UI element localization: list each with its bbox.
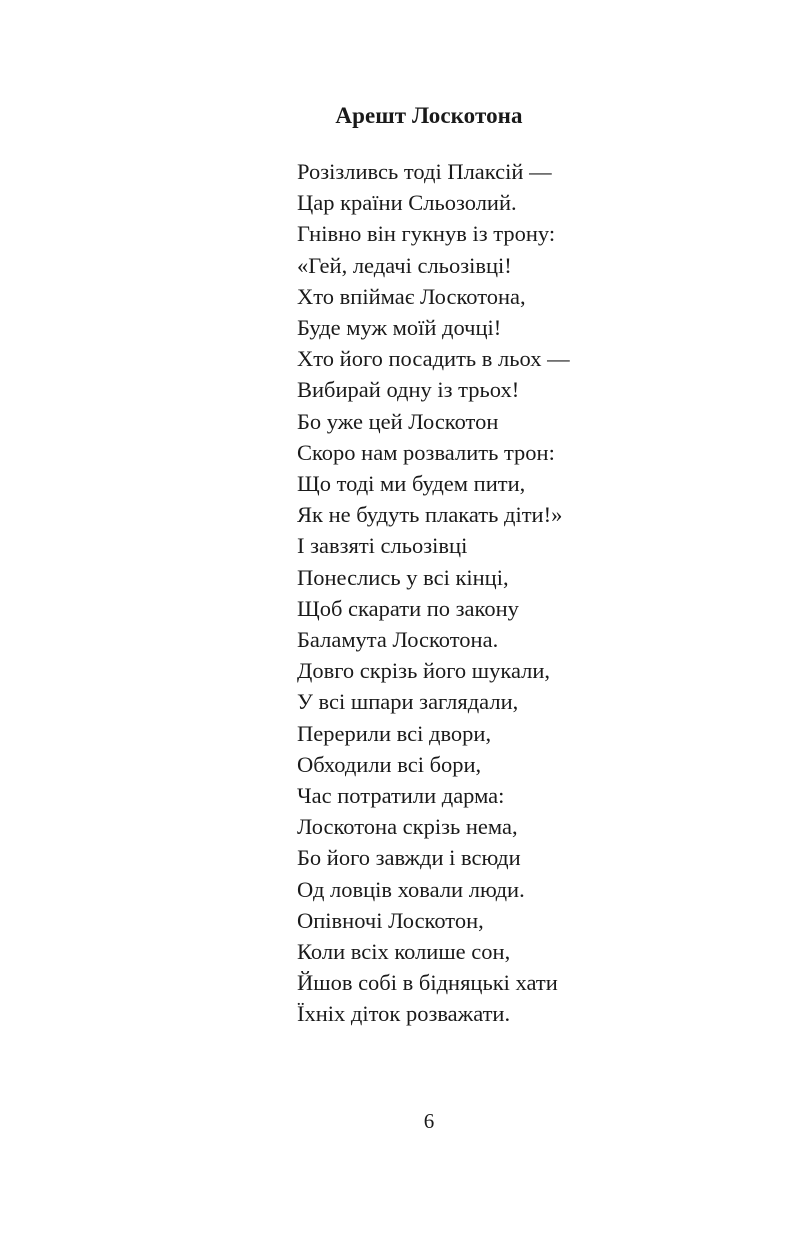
poem-line: І завзяті сльозівці — [297, 533, 468, 559]
poem-line: Лоскотона скрізь нема, — [297, 814, 518, 840]
poem-title: Арешт Лоскотона — [335, 103, 523, 128]
poem-line: Гнівно він гукнув із трону: — [297, 221, 556, 247]
poem-line: «Гей, ледачі сльозівці! — [297, 252, 512, 278]
poem-line: Розізливсь тоді Плаксій — — [297, 159, 552, 184]
poem-line: У всі шпари заглядали, — [297, 689, 519, 715]
poem-line: Що тоді ми будем пити, — [297, 471, 526, 497]
poem-line: Хто його посадить в льох — — [297, 346, 570, 372]
poem-line: Час потратили дарма: — [297, 783, 505, 809]
poem-line: Довго скрізь його шукали, — [297, 658, 551, 684]
poem-body — [297, 156, 570, 1030]
poem-line: Вибирай одну із трьох! — [297, 377, 520, 403]
poem-line: Обходили всі бори, — [297, 751, 482, 777]
poem-line: Щоб скарати по закону — [297, 595, 519, 621]
poem-line: Баламута Лоскотона. — [297, 627, 499, 653]
poem-line: Перерили всі двори, — [297, 720, 492, 746]
page-number: 6 — [423, 1109, 435, 1133]
poem-line: Бо його завжди і всюди — [297, 845, 521, 871]
poem-line: Цар країни Сльозолий. — [297, 190, 517, 216]
poem-line: Йшов собі в бідняцькі хати — [297, 970, 558, 996]
poem-line: Як не будуть плакать діти!» — [297, 502, 563, 528]
poem-line: Понеслись у всі кінці, — [297, 564, 509, 590]
poem-line: Буде муж моїй дочці! — [297, 315, 502, 341]
poem-line: Опівночі Лоскотон, — [297, 907, 484, 933]
poem-line: Скоро нам розвалить трон: — [297, 439, 555, 465]
poem-line: Бо уже цей Лоскотон — [297, 408, 499, 434]
poem-line: Коли всіх колише сон, — [297, 939, 511, 965]
poem-line: Їхніх діток розважати. — [297, 1001, 511, 1027]
poem-line: Од ловців ховали люди. — [297, 876, 525, 902]
poem-line: Хто впіймає Лоскотона, — [297, 283, 526, 309]
